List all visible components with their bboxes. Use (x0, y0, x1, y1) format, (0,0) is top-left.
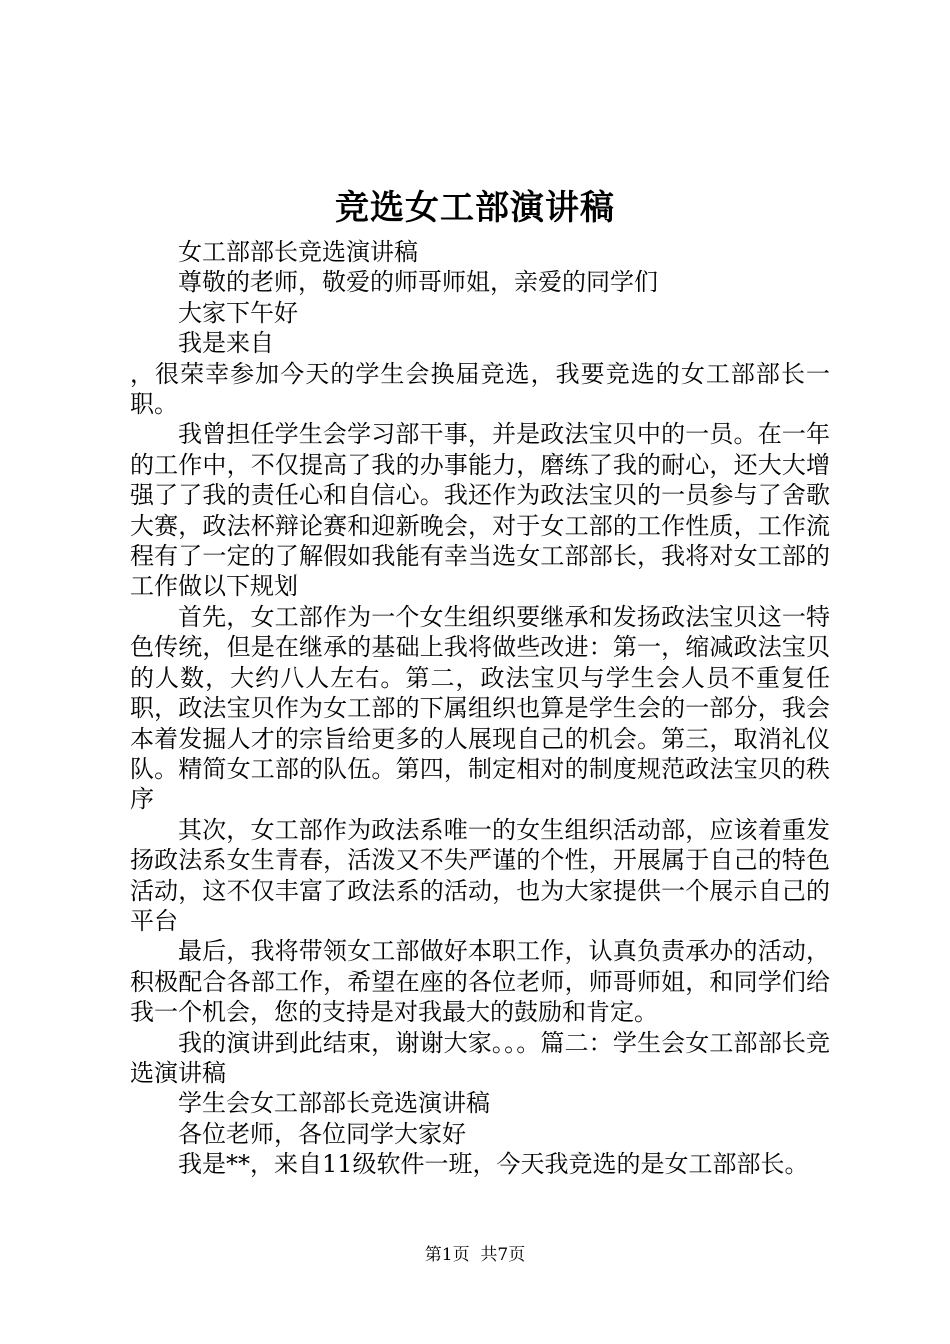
paragraph: 我是**，来自11级软件一班，今天我竞选的是女工部部长。 (178, 1150, 809, 1179)
paragraph: 我是来自 (178, 329, 274, 358)
document-title: 竞选女工部演讲稿 (335, 188, 615, 228)
paragraph: 我的演讲到此结束，谢谢大家。。。篇二：学生会女工部部长竞选演讲稿 (130, 1028, 830, 1087)
paragraph: 其次，女工部作为政法系唯一的女生组织活动部，应该着重发扬政法系女生青春，活泼又不失严谨的个性，开展属于自己的特色活动，这不仅丰富了政法系的活动，也为大家提供一个展示自己的平台 (130, 815, 830, 935)
page-footer (0, 1243, 950, 1267)
paragraph: 女工部部长竞选演讲稿 (178, 238, 418, 266)
paragraph: 尊敬的老师，敬爱的师哥师姐，亲爱的同学们 (178, 268, 658, 297)
page-total: 共7页 (480, 1245, 526, 1265)
document-body (130, 237, 830, 1180)
paragraph: 大家下午好 (178, 298, 298, 327)
paragraph: ，很荣幸参加今天的学生会换届竞选，我要竞选的女工部部长一职。 (130, 359, 830, 419)
paragraph: 最后，我将带领女工部做好本职工作，认真负责承办的活动，积极配合各部工作，希望在座的各位老师，师哥师姐，和同学们给我一个机会，您的支持是对我最大的鼓励和肯定。 (130, 937, 830, 1027)
paragraph: 各位老师，各位同学大家好 (178, 1119, 466, 1148)
paragraph: 学生会女工部部长竞选演讲稿 (178, 1089, 490, 1118)
paragraph: 我曾担任学生会学习部干事，并是政法宝贝中的一员。在一年的工作中，不仅提高了我的办事能力，磨练了我的耐心，还大大增强了了我的责任心和自信心。我还作为政法宝贝的一员参与了舍歌大赛，政法杯辩论赛和迎新晚会，对于女工部的工作性质，工作流程有了一定的了解假如我能有幸当选女工部部长，我将对女工部的工作做以下规划 (130, 420, 830, 601)
page-number: 第1页 (424, 1245, 470, 1265)
paragraph: 首先，女工部作为一个女生组织要继承和发扬政法宝贝这一特色传统，但是在继承的基础上我将做些改进：第一，缩减政法宝贝的人数，大约八人左右。第二，政法宝贝与学生会人员不重复任职，政法宝贝作为女工部的下属组织也算是学生会的一部分，我会本着发掘人才的宗旨给更多的人展现自己的机会。第三，取消礼仪队。精简女工部的队伍。第四，制定相对的制度规范政法宝贝的秩序 (130, 602, 830, 814)
